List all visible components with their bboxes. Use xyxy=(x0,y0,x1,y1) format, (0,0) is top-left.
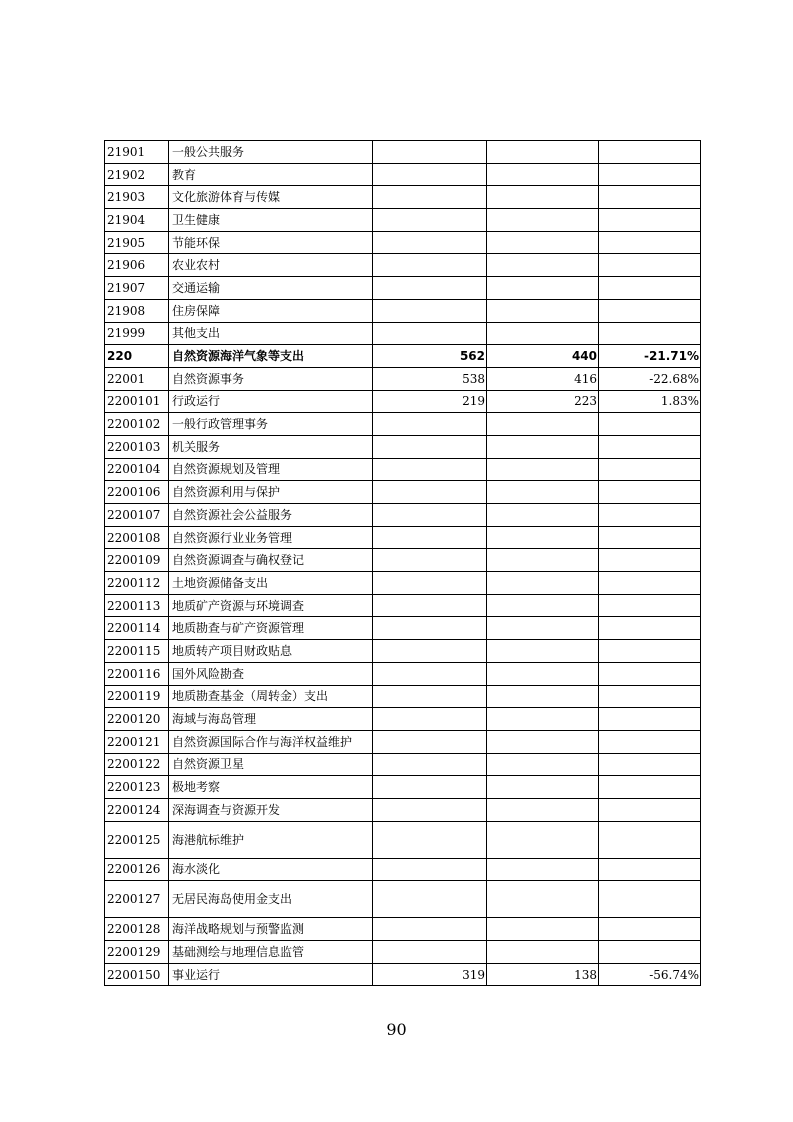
value-cell xyxy=(487,141,599,164)
value-cell xyxy=(373,617,487,640)
value-cell xyxy=(373,594,487,617)
percent-cell xyxy=(599,640,701,663)
value-cell xyxy=(487,299,599,322)
value-cell xyxy=(487,322,599,345)
percent-cell: 1.83% xyxy=(599,390,701,413)
percent-cell xyxy=(599,572,701,595)
value-cell xyxy=(487,504,599,527)
value-cell xyxy=(373,277,487,300)
value-cell xyxy=(487,640,599,663)
table-row xyxy=(105,345,701,368)
value-cell xyxy=(487,481,599,504)
value-cell: 538 xyxy=(373,367,487,390)
code-cell: 2200104 xyxy=(105,458,169,481)
code-cell: 21999 xyxy=(105,322,169,345)
code-cell: 2200102 xyxy=(105,413,169,436)
percent-cell xyxy=(599,662,701,685)
value-cell xyxy=(373,549,487,572)
value-cell xyxy=(487,413,599,436)
percent-cell xyxy=(599,941,701,964)
value-cell: 562 xyxy=(373,345,487,368)
code-cell: 22001 xyxy=(105,367,169,390)
code-cell: 2200106 xyxy=(105,481,169,504)
code-cell: 21907 xyxy=(105,277,169,300)
table-row xyxy=(105,617,701,640)
percent-cell: -56.74% xyxy=(599,963,701,986)
table-row xyxy=(105,662,701,685)
name-cell: 机关服务 xyxy=(169,435,373,458)
percent-cell xyxy=(599,435,701,458)
table-row xyxy=(105,141,701,164)
name-cell: 海洋战略规划与预警监测 xyxy=(169,918,373,941)
code-cell: 21903 xyxy=(105,186,169,209)
table-row xyxy=(105,299,701,322)
code-cell: 21904 xyxy=(105,209,169,232)
percent-cell xyxy=(599,277,701,300)
name-cell: 节能环保 xyxy=(169,231,373,254)
code-cell: 2200127 xyxy=(105,881,169,918)
percent-cell xyxy=(599,322,701,345)
value-cell xyxy=(373,798,487,821)
value-cell xyxy=(487,549,599,572)
value-cell xyxy=(487,798,599,821)
table-row xyxy=(105,963,701,986)
table-row xyxy=(105,413,701,436)
value-cell xyxy=(373,881,487,918)
value-cell xyxy=(487,708,599,731)
name-cell: 海港航标维护 xyxy=(169,821,373,858)
table-row xyxy=(105,254,701,277)
percent-cell xyxy=(599,526,701,549)
name-cell: 基础测绘与地理信息监管 xyxy=(169,941,373,964)
value-cell xyxy=(373,504,487,527)
table-row xyxy=(105,367,701,390)
code-cell: 21908 xyxy=(105,299,169,322)
name-cell: 卫生健康 xyxy=(169,209,373,232)
name-cell: 自然资源行业业务管理 xyxy=(169,526,373,549)
table-row xyxy=(105,504,701,527)
value-cell xyxy=(373,941,487,964)
code-cell: 2200128 xyxy=(105,918,169,941)
value-cell xyxy=(487,209,599,232)
value-cell xyxy=(373,662,487,685)
value-cell xyxy=(487,941,599,964)
value-cell xyxy=(487,572,599,595)
value-cell: 219 xyxy=(373,390,487,413)
value-cell: 319 xyxy=(373,963,487,986)
value-cell: 416 xyxy=(487,367,599,390)
name-cell: 自然资源社会公益服务 xyxy=(169,504,373,527)
value-cell: 138 xyxy=(487,963,599,986)
code-cell: 2200119 xyxy=(105,685,169,708)
value-cell xyxy=(373,640,487,663)
table-row xyxy=(105,753,701,776)
code-cell: 2200129 xyxy=(105,941,169,964)
table-row xyxy=(105,881,701,918)
value-cell xyxy=(373,572,487,595)
name-cell: 地质勘查与矿产资源管理 xyxy=(169,617,373,640)
table-row xyxy=(105,209,701,232)
table-row xyxy=(105,821,701,858)
percent-cell xyxy=(599,163,701,186)
name-cell: 极地考察 xyxy=(169,776,373,799)
value-cell xyxy=(373,322,487,345)
code-cell: 2200114 xyxy=(105,617,169,640)
name-cell: 住房保障 xyxy=(169,299,373,322)
value-cell xyxy=(487,858,599,881)
percent-cell xyxy=(599,918,701,941)
percent-cell xyxy=(599,821,701,858)
value-cell xyxy=(373,481,487,504)
code-cell: 220 xyxy=(105,345,169,368)
percent-cell xyxy=(599,504,701,527)
name-cell: 自然资源调查与确权登记 xyxy=(169,549,373,572)
name-cell: 自然资源利用与保护 xyxy=(169,481,373,504)
code-cell: 2200121 xyxy=(105,730,169,753)
value-cell xyxy=(373,163,487,186)
value-cell xyxy=(373,526,487,549)
percent-cell xyxy=(599,549,701,572)
value-cell xyxy=(373,918,487,941)
value-cell xyxy=(373,435,487,458)
value-cell xyxy=(487,594,599,617)
value-cell xyxy=(373,231,487,254)
table-row xyxy=(105,572,701,595)
value-cell xyxy=(373,753,487,776)
name-cell: 自然资源事务 xyxy=(169,367,373,390)
value-cell xyxy=(487,458,599,481)
percent-cell xyxy=(599,413,701,436)
name-cell: 地质勘查基金（周转金）支出 xyxy=(169,685,373,708)
percent-cell xyxy=(599,708,701,731)
code-cell: 21906 xyxy=(105,254,169,277)
code-cell: 2200125 xyxy=(105,821,169,858)
value-cell xyxy=(373,858,487,881)
value-cell xyxy=(373,730,487,753)
table-row xyxy=(105,941,701,964)
table-row xyxy=(105,708,701,731)
name-cell: 事业运行 xyxy=(169,963,373,986)
table-row xyxy=(105,231,701,254)
value-cell xyxy=(487,662,599,685)
table-row xyxy=(105,776,701,799)
table-row xyxy=(105,858,701,881)
name-cell: 海域与海岛管理 xyxy=(169,708,373,731)
table-row xyxy=(105,277,701,300)
table-row xyxy=(105,458,701,481)
table-row xyxy=(105,798,701,821)
percent-cell xyxy=(599,186,701,209)
code-cell: 2200112 xyxy=(105,572,169,595)
name-cell: 地质矿产资源与环境调查 xyxy=(169,594,373,617)
value-cell xyxy=(487,617,599,640)
percent-cell xyxy=(599,881,701,918)
percent-cell xyxy=(599,231,701,254)
percent-cell xyxy=(599,798,701,821)
value-cell xyxy=(373,299,487,322)
name-cell: 深海调查与资源开发 xyxy=(169,798,373,821)
value-cell: 440 xyxy=(487,345,599,368)
percent-cell xyxy=(599,299,701,322)
name-cell: 行政运行 xyxy=(169,390,373,413)
budget-table xyxy=(104,140,701,986)
table-row xyxy=(105,640,701,663)
code-cell: 21905 xyxy=(105,231,169,254)
name-cell: 自然资源卫星 xyxy=(169,753,373,776)
code-cell: 2200103 xyxy=(105,435,169,458)
percent-cell xyxy=(599,254,701,277)
value-cell xyxy=(373,254,487,277)
percent-cell xyxy=(599,458,701,481)
value-cell xyxy=(373,209,487,232)
name-cell: 海水淡化 xyxy=(169,858,373,881)
table-row xyxy=(105,685,701,708)
code-cell: 2200113 xyxy=(105,594,169,617)
value-cell xyxy=(487,685,599,708)
percent-cell xyxy=(599,209,701,232)
value-cell xyxy=(373,708,487,731)
name-cell: 国外风险勘查 xyxy=(169,662,373,685)
table-row xyxy=(105,918,701,941)
value-cell xyxy=(487,231,599,254)
value-cell xyxy=(373,821,487,858)
table-row xyxy=(105,186,701,209)
value-cell xyxy=(487,753,599,776)
value-cell xyxy=(373,685,487,708)
value-cell xyxy=(487,277,599,300)
value-cell xyxy=(487,918,599,941)
percent-cell xyxy=(599,481,701,504)
code-cell: 2200123 xyxy=(105,776,169,799)
table-row xyxy=(105,322,701,345)
value-cell xyxy=(373,458,487,481)
value-cell xyxy=(373,776,487,799)
percent-cell xyxy=(599,685,701,708)
name-cell: 农业农村 xyxy=(169,254,373,277)
percent-cell: -21.71% xyxy=(599,345,701,368)
value-cell xyxy=(373,141,487,164)
code-cell: 2200150 xyxy=(105,963,169,986)
code-cell: 2200122 xyxy=(105,753,169,776)
value-cell xyxy=(487,254,599,277)
name-cell: 自然资源海洋气象等支出 xyxy=(169,345,373,368)
value-cell: 223 xyxy=(487,390,599,413)
table-row xyxy=(105,390,701,413)
value-cell xyxy=(487,435,599,458)
percent-cell xyxy=(599,594,701,617)
name-cell: 一般行政管理事务 xyxy=(169,413,373,436)
code-cell: 2200120 xyxy=(105,708,169,731)
name-cell: 无居民海岛使用金支出 xyxy=(169,881,373,918)
percent-cell xyxy=(599,858,701,881)
table-row xyxy=(105,163,701,186)
name-cell: 自然资源规划及管理 xyxy=(169,458,373,481)
value-cell xyxy=(487,186,599,209)
value-cell xyxy=(373,186,487,209)
code-cell: 2200108 xyxy=(105,526,169,549)
percent-cell xyxy=(599,617,701,640)
table-row xyxy=(105,481,701,504)
value-cell xyxy=(373,413,487,436)
table-row xyxy=(105,730,701,753)
percent-cell xyxy=(599,730,701,753)
name-cell: 一般公共服务 xyxy=(169,141,373,164)
code-cell: 21902 xyxy=(105,163,169,186)
table-row xyxy=(105,549,701,572)
code-cell: 2200124 xyxy=(105,798,169,821)
code-cell: 21901 xyxy=(105,141,169,164)
table-row xyxy=(105,594,701,617)
name-cell: 土地资源储备支出 xyxy=(169,572,373,595)
code-cell: 2200116 xyxy=(105,662,169,685)
table-row xyxy=(105,526,701,549)
percent-cell xyxy=(599,141,701,164)
name-cell: 其他支出 xyxy=(169,322,373,345)
name-cell: 地质转产项目财政贴息 xyxy=(169,640,373,663)
name-cell: 自然资源国际合作与海洋权益维护 xyxy=(169,730,373,753)
value-cell xyxy=(487,163,599,186)
value-cell xyxy=(487,776,599,799)
value-cell xyxy=(487,730,599,753)
percent-cell xyxy=(599,753,701,776)
code-cell: 2200126 xyxy=(105,858,169,881)
code-cell: 2200115 xyxy=(105,640,169,663)
percent-cell xyxy=(599,776,701,799)
code-cell: 2200107 xyxy=(105,504,169,527)
code-cell: 2200109 xyxy=(105,549,169,572)
code-cell: 2200101 xyxy=(105,390,169,413)
table-body xyxy=(105,141,701,986)
value-cell xyxy=(487,526,599,549)
page-number: 90 xyxy=(386,1020,407,1039)
value-cell xyxy=(487,881,599,918)
value-cell xyxy=(487,821,599,858)
name-cell: 文化旅游体育与传媒 xyxy=(169,186,373,209)
name-cell: 交通运输 xyxy=(169,277,373,300)
name-cell: 教育 xyxy=(169,163,373,186)
table-row xyxy=(105,435,701,458)
percent-cell: -22.68% xyxy=(599,367,701,390)
